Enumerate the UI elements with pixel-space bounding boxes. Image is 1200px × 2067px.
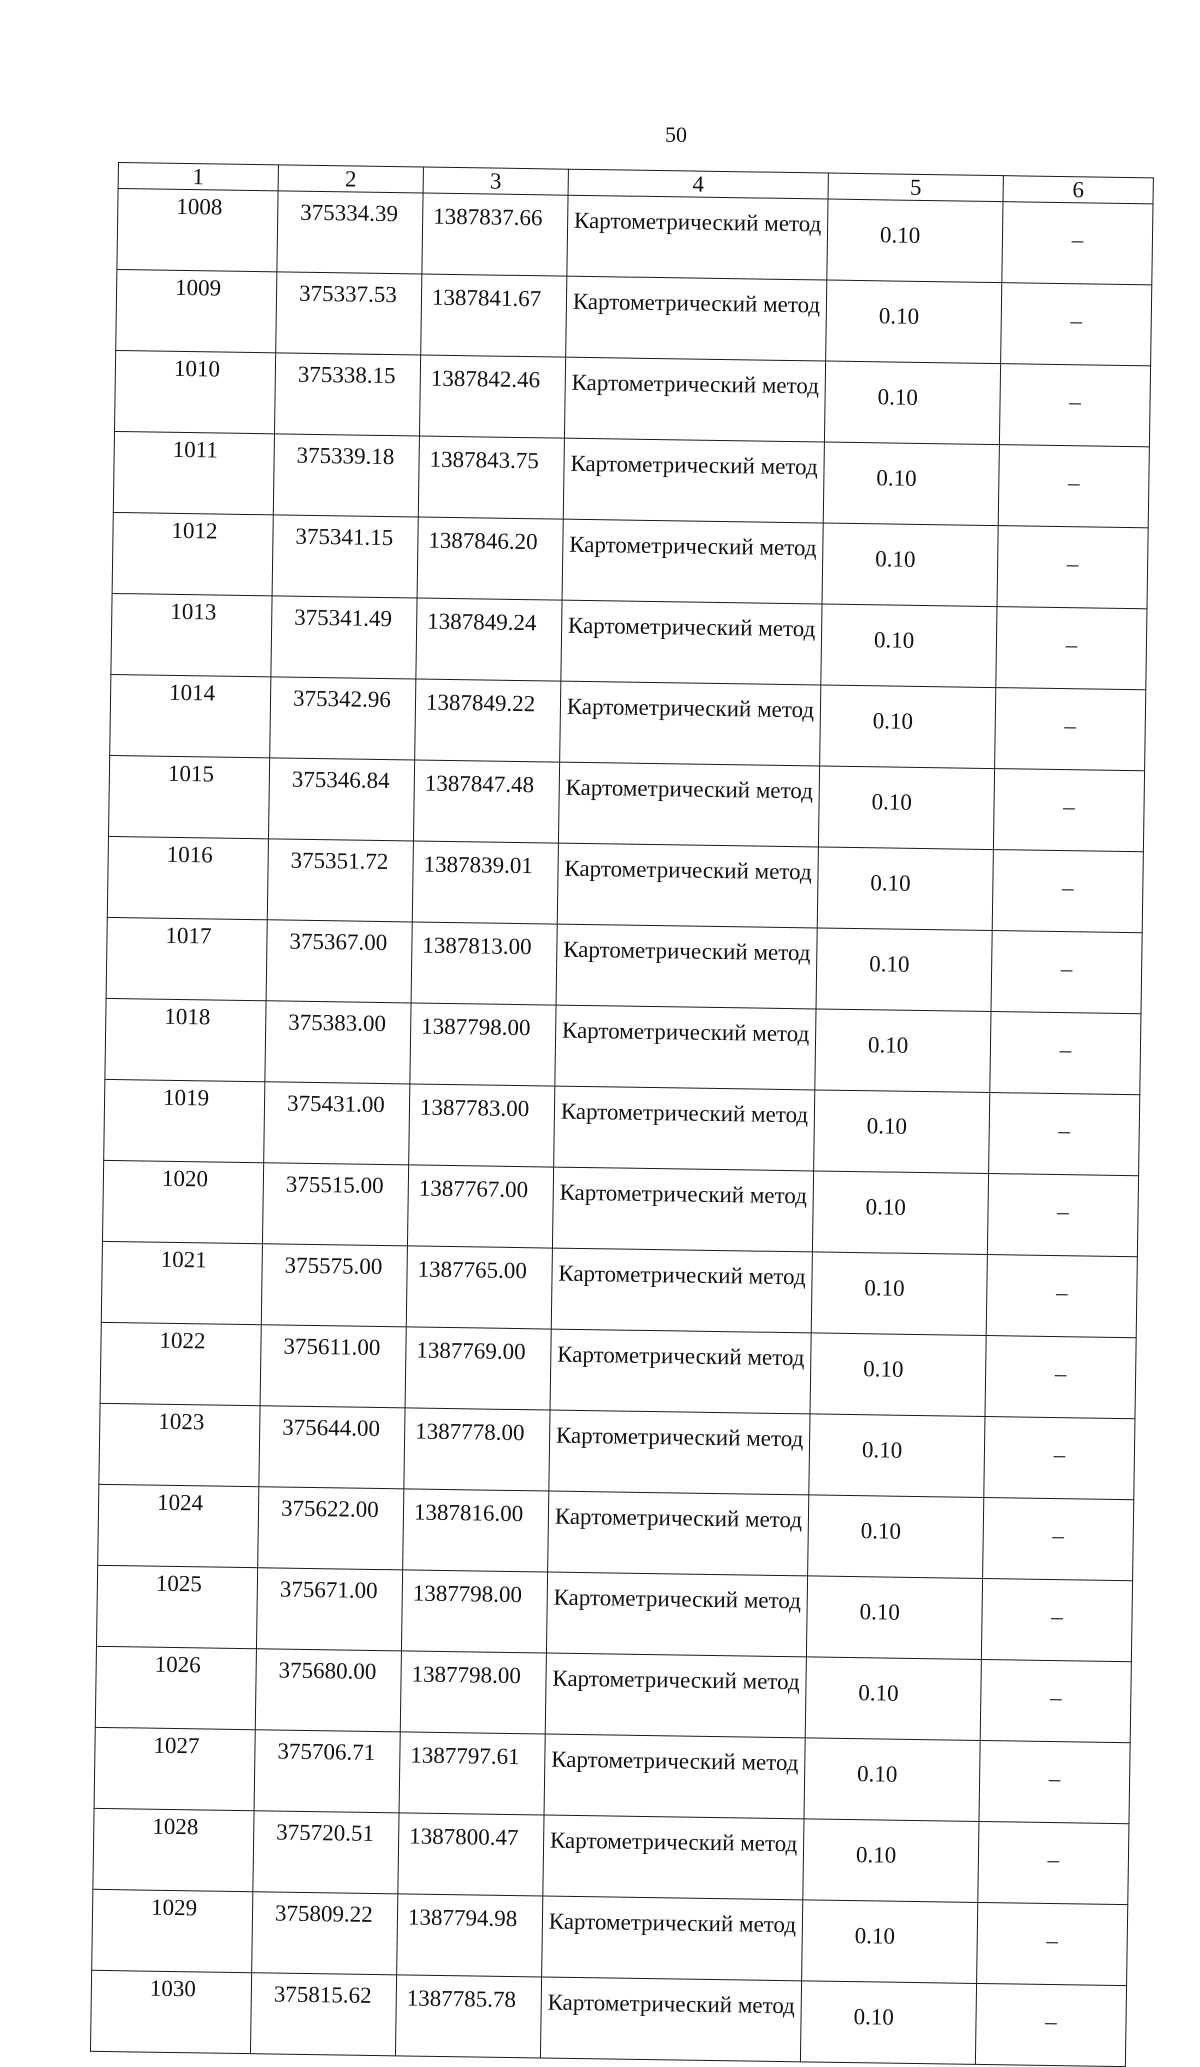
table-row (94, 1727, 1130, 1823)
y-coordinate-cell: 1387769.00 (405, 1327, 551, 1410)
point-number-cell: 1008 (117, 189, 278, 272)
accuracy-cell: 0.10 (810, 1333, 986, 1417)
y-coordinate-cell: 1387847.48 (413, 760, 559, 843)
y-coordinate-cell: 1387813.00 (411, 922, 557, 1005)
point-number-cell: 1021 (101, 1241, 262, 1324)
method-cell: Картометрический метод (552, 1167, 813, 1252)
coordinates-table (90, 162, 1154, 2067)
accuracy-cell: 0.10 (818, 766, 994, 850)
note-cell: – (979, 1740, 1130, 1823)
point-number-cell: 1016 (107, 836, 268, 919)
accuracy-cell: 0.10 (803, 1819, 979, 1903)
method-cell: Картометрический метод (549, 1410, 810, 1495)
accuracy-cell: 0.10 (822, 523, 998, 607)
y-coordinate-cell: 1387841.67 (421, 274, 567, 357)
accuracy-cell: 0.10 (811, 1252, 987, 1336)
accuracy-cell: 0.10 (815, 1009, 991, 1093)
method-cell: Картометрический метод (542, 1896, 803, 1981)
note-cell: – (987, 1174, 1138, 1257)
y-coordinate-cell: 1387816.00 (403, 1489, 549, 1572)
table-row (95, 1646, 1131, 1742)
table-row (92, 1889, 1128, 1985)
point-number-cell: 1013 (111, 593, 272, 676)
y-coordinate-cell: 1387837.66 (422, 193, 568, 276)
accuracy-cell: 0.10 (821, 604, 997, 688)
method-cell: Картометрический метод (567, 195, 828, 280)
accuracy-cell: 0.10 (806, 1576, 982, 1660)
note-cell: – (998, 445, 1149, 528)
point-number-cell: 1025 (96, 1565, 257, 1648)
table-row (110, 674, 1146, 770)
x-coordinate-cell: 375341.15 (272, 515, 418, 598)
point-number-cell: 1029 (92, 1889, 253, 1972)
column-header: 5 (828, 173, 1003, 202)
y-coordinate-cell: 1387849.24 (416, 598, 562, 681)
method-cell: Картометрический метод (554, 1086, 815, 1171)
point-number-cell: 1012 (112, 512, 273, 595)
table-row (96, 1565, 1132, 1661)
accuracy-cell: 0.10 (800, 1981, 976, 2065)
method-cell: Картометрический метод (544, 1734, 805, 1819)
y-coordinate-cell: 1387765.00 (406, 1246, 552, 1329)
note-cell: – (977, 1902, 1128, 1985)
x-coordinate-cell: 375720.51 (253, 1811, 399, 1894)
y-coordinate-cell: 1387783.00 (409, 1084, 555, 1167)
method-cell: Картометрический метод (561, 600, 822, 685)
point-number-cell: 1017 (106, 917, 267, 1000)
point-number-cell: 1030 (90, 1970, 251, 2053)
column-header: 2 (278, 165, 423, 193)
y-coordinate-cell: 1387846.20 (417, 517, 563, 600)
point-number-cell: 1020 (102, 1160, 263, 1243)
accuracy-cell: 0.10 (826, 280, 1002, 364)
point-number-cell: 1009 (116, 269, 277, 352)
method-cell: Картометрический метод (540, 1977, 801, 2062)
point-number-cell: 1019 (104, 1079, 265, 1162)
accuracy-cell: 0.10 (814, 1090, 990, 1174)
note-cell: – (992, 850, 1143, 933)
method-cell: Картометрический метод (543, 1815, 804, 1900)
x-coordinate-cell: 375339.18 (273, 434, 419, 517)
x-coordinate-cell: 375431.00 (264, 1082, 410, 1165)
y-coordinate-cell: 1387839.01 (412, 841, 558, 924)
note-cell: – (991, 931, 1142, 1014)
x-coordinate-cell: 375671.00 (256, 1568, 402, 1651)
y-coordinate-cell: 1387798.00 (400, 1651, 546, 1734)
point-number-cell: 1027 (94, 1727, 255, 1810)
table-row (98, 1484, 1134, 1580)
x-coordinate-cell: 375342.96 (270, 677, 416, 760)
x-coordinate-cell: 375346.84 (268, 758, 414, 841)
point-number-cell: 1010 (115, 350, 276, 433)
note-cell: – (980, 1659, 1131, 1742)
point-number-cell: 1011 (113, 431, 274, 514)
column-header: 4 (568, 169, 828, 199)
method-cell: Картометрический метод (560, 681, 821, 766)
x-coordinate-cell: 375575.00 (261, 1244, 407, 1327)
x-coordinate-cell: 375622.00 (258, 1487, 404, 1570)
point-number-cell: 1018 (105, 998, 266, 1081)
y-coordinate-cell: 1387767.00 (407, 1165, 553, 1248)
x-coordinate-cell: 375334.39 (277, 191, 423, 274)
x-coordinate-cell: 375337.53 (276, 272, 422, 355)
x-coordinate-cell: 375515.00 (262, 1163, 408, 1246)
table-row (104, 1079, 1140, 1175)
method-cell: Картометрический метод (555, 1005, 816, 1090)
note-cell: – (975, 1983, 1126, 2066)
table-row (100, 1322, 1136, 1418)
note-cell: – (983, 1497, 1134, 1580)
method-cell: Картометрический метод (558, 762, 819, 847)
table-row (105, 998, 1141, 1094)
point-number-cell: 1023 (99, 1403, 260, 1486)
point-number-cell: 1028 (93, 1808, 254, 1891)
note-cell: – (981, 1578, 1132, 1661)
note-cell: – (989, 1093, 1140, 1176)
table-row (116, 269, 1152, 365)
y-coordinate-cell: 1387794.98 (397, 1894, 543, 1977)
method-cell: Картометрический метод (548, 1491, 809, 1576)
y-coordinate-cell: 1387843.75 (418, 436, 564, 519)
point-number-cell: 1014 (110, 674, 271, 757)
page-number: 50 (665, 122, 687, 147)
accuracy-cell: 0.10 (802, 1900, 978, 1984)
accuracy-cell: 0.10 (816, 928, 992, 1012)
table-row (99, 1403, 1135, 1499)
coordinates-table-wrapper (90, 162, 1153, 2067)
note-cell: – (990, 1012, 1141, 1095)
accuracy-cell: 0.10 (804, 1738, 980, 1822)
method-cell: Картометрический метод (557, 843, 818, 928)
note-cell: – (996, 607, 1147, 690)
method-cell: Картометрический метод (564, 357, 825, 442)
accuracy-cell: 0.10 (820, 685, 996, 769)
x-coordinate-cell: 375341.49 (271, 596, 417, 679)
table-body (90, 163, 1153, 2067)
table-row (106, 917, 1142, 1013)
method-cell: Картометрический метод (566, 276, 827, 361)
y-coordinate-cell: 1387800.47 (398, 1813, 544, 1896)
note-cell: – (997, 526, 1148, 609)
accuracy-cell: 0.10 (824, 361, 1000, 445)
y-coordinate-cell: 1387798.00 (410, 1003, 556, 1086)
point-number-cell: 1026 (95, 1646, 256, 1729)
table-row (102, 1160, 1138, 1256)
x-coordinate-cell: 375383.00 (265, 1001, 411, 1084)
accuracy-cell: 0.10 (812, 1171, 988, 1255)
table-row (101, 1241, 1137, 1337)
x-coordinate-cell: 375367.00 (266, 920, 412, 1003)
table-row (93, 1808, 1129, 1904)
method-cell: Картометрический метод (563, 438, 824, 523)
note-cell: – (978, 1821, 1129, 1904)
table-row (117, 189, 1153, 285)
column-header: 3 (423, 167, 568, 195)
note-cell: – (999, 364, 1150, 447)
note-cell: – (985, 1336, 1136, 1419)
note-cell: – (986, 1255, 1137, 1338)
accuracy-cell: 0.10 (817, 847, 993, 931)
table-row (112, 512, 1148, 608)
y-coordinate-cell: 1387778.00 (404, 1408, 550, 1491)
point-number-cell: 1022 (100, 1322, 261, 1405)
accuracy-cell: 0.10 (827, 199, 1003, 283)
table-row (107, 836, 1143, 932)
y-coordinate-cell: 1387797.61 (399, 1732, 545, 1815)
method-cell: Картометрический метод (556, 924, 817, 1009)
x-coordinate-cell: 375706.71 (254, 1730, 400, 1813)
x-coordinate-cell: 375815.62 (250, 1973, 396, 2056)
x-coordinate-cell: 375680.00 (255, 1649, 401, 1732)
x-coordinate-cell: 375809.22 (252, 1892, 398, 1975)
table-row (113, 431, 1149, 527)
point-number-cell: 1015 (108, 755, 269, 838)
column-header: 1 (118, 163, 278, 191)
accuracy-cell: 0.10 (809, 1414, 985, 1498)
table-row (111, 593, 1147, 689)
accuracy-cell: 0.10 (823, 442, 999, 526)
method-cell: Картометрический метод (562, 519, 823, 604)
y-coordinate-cell: 1387842.46 (419, 355, 565, 438)
x-coordinate-cell: 375351.72 (267, 839, 413, 922)
y-coordinate-cell: 1387798.00 (401, 1570, 547, 1653)
table-row (115, 350, 1151, 446)
point-number-cell: 1024 (98, 1484, 259, 1567)
x-coordinate-cell: 375644.00 (259, 1406, 405, 1489)
x-coordinate-cell: 375338.15 (274, 353, 420, 436)
table-row (90, 1970, 1126, 2066)
note-cell: – (1002, 202, 1153, 285)
method-cell: Картометрический метод (551, 1248, 812, 1333)
y-coordinate-cell: 1387849.22 (415, 679, 561, 762)
x-coordinate-cell: 375611.00 (260, 1325, 406, 1408)
note-cell: – (984, 1416, 1135, 1499)
column-header: 6 (1003, 176, 1153, 204)
note-cell: – (995, 688, 1146, 771)
accuracy-cell: 0.10 (805, 1657, 981, 1741)
note-cell: – (993, 769, 1144, 852)
accuracy-cell: 0.10 (808, 1495, 984, 1579)
note-cell: – (1001, 283, 1152, 366)
method-cell: Картометрический метод (550, 1329, 811, 1414)
table-row (108, 755, 1144, 851)
method-cell: Картометрический метод (545, 1653, 806, 1738)
method-cell: Картометрический метод (546, 1572, 807, 1657)
y-coordinate-cell: 1387785.78 (395, 1975, 541, 2058)
